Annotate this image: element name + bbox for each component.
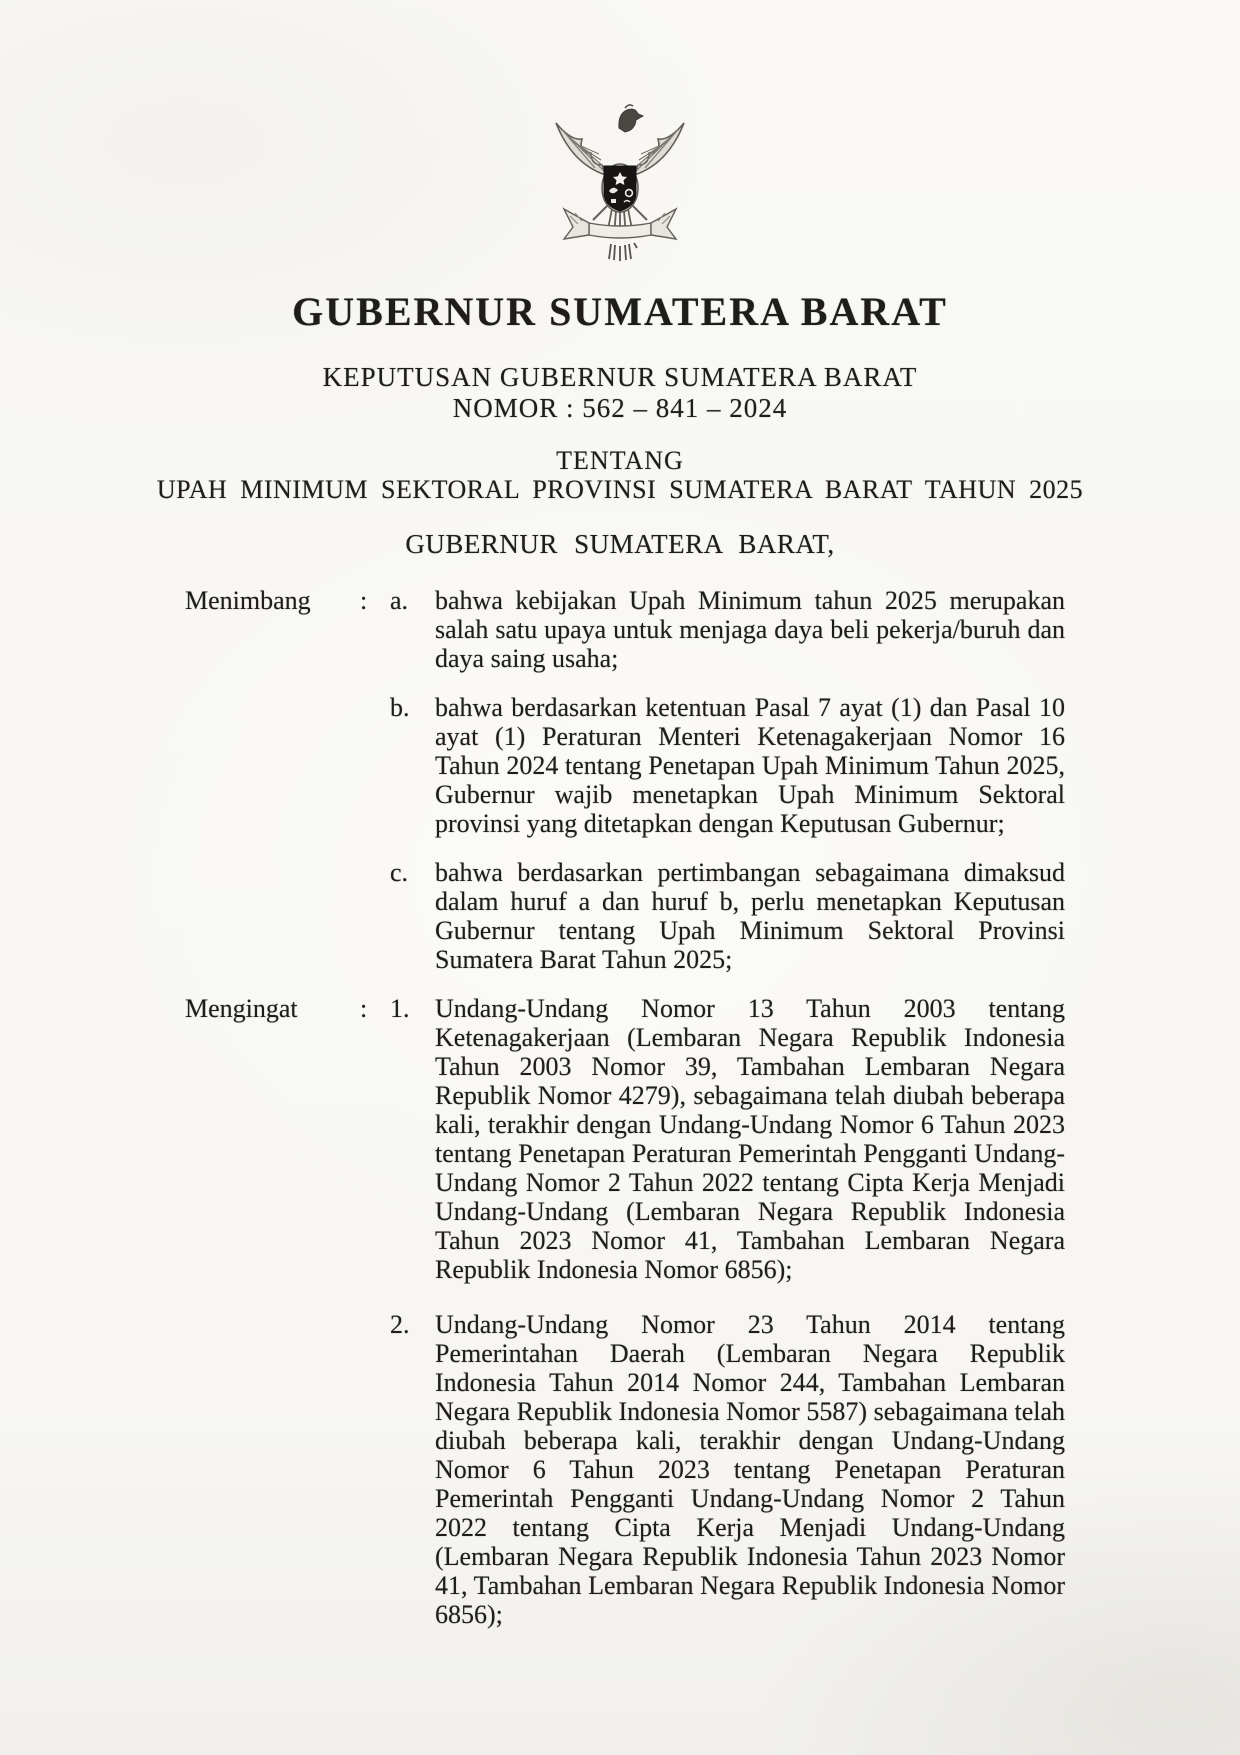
item-text: Undang-Undang Nomor 13 Tahun 2003 tentang Ketenagakerjaan (Lembaran Negara Republik Indonesia Tahun 2003 Nomor 39, Tambahan Lembaran Negara Republik Nomor 4279), sebagaimana telah diubah beberapa kali, terakhir dengan Undang-Undang Nomor 6 Tahun 2023 tentang Penetapan Peraturan Pemerintah Pengganti Undang-Undang Nomor 2 Tahun 2022 tentang Cipta Kerja Menjadi Undang-Undang (Lembaran Negara Republik Indonesia Tahun 2023 Nomor 41, Tambahan Lembaran Negara Republik Indonesia Nomor 6856);	[435, 994, 1065, 1284]
legal-basis-item-1	[390, 994, 1065, 1284]
item-text: bahwa kebijakan Upah Minimum tahun 2025 merupakan salah satu upaya untuk menjaga daya beli pekerja/buruh dan daya saing usaha;	[435, 586, 1065, 673]
about-label: TENTANG	[556, 446, 684, 475]
clause-mengingat	[185, 994, 1065, 1629]
pancasila-shield	[604, 166, 636, 211]
mengingat-colon: :	[360, 994, 368, 1023]
garuda-head	[619, 105, 643, 132]
item-text: bahwa berdasarkan pertimbangan sebagaimana dimaksud dalam huruf a dan huruf b, perlu menetapkan Keputusan Gubernur tentang Upah Minimum Sektoral Provinsi Sumatera Barat Tahun 2025;	[435, 858, 1065, 974]
decree-number: NOMOR : 562 – 841 – 2024	[452, 393, 788, 423]
garuda-pancasila-emblem	[545, 95, 695, 267]
item-marker: a.	[390, 586, 409, 615]
menimbang-colon: :	[360, 586, 368, 615]
clauses-block	[185, 586, 1065, 1629]
legal-basis-item-2	[390, 1310, 1065, 1629]
salutation-line: GUBERNUR SUMATERA BARAT,	[405, 529, 835, 559]
page-title: GUBERNUR SUMATERA BARAT	[292, 289, 948, 334]
item-text: bahwa berdasarkan ketentuan Pasal 7 ayat (1) dan Pasal 10 ayat (1) Peraturan Menteri Ketenagakerjaan Nomor 16 Tahun 2024 tentang Penetapan Upah Minimum Tahun 2025, Gubernur wajib menetapkan Upah Minimum Sektoral provinsi yang ditetapkan dengan Keputusan Gubernur;	[435, 693, 1065, 838]
subject-line: UPAH MINIMUM SEKTORAL PROVINSI SUMATERA BARAT TAHUN 2025	[156, 475, 1084, 504]
item-marker: c.	[390, 858, 409, 887]
clause-menimbang	[185, 586, 1065, 974]
item-marker: 2.	[390, 1310, 410, 1339]
mengingat-label: Mengingat	[185, 994, 298, 1023]
item-text: Undang-Undang Nomor 23 Tahun 2014 tentang Pemerintahan Daerah (Lembaran Negara Republik Indonesia Tahun 2014 Nomor 244, Tambahan Lembaran Negara Republik Indonesia Nomor 5587) sebagaimana telah diubah beberapa kali, terakhir dengan Undang-Undang Nomor 6 Tahun 2023 tentang Penetapan Peraturan Pemerintah Pengganti Undang-Undang Nomor 2 Tahun 2022 tentang Cipta Kerja Menjadi Undang-Undang (Lembaran Negara Republik Indonesia Tahun 2023 Nomor 41, Tambahan Lembaran Negara Republik Indonesia Nomor 6856);	[435, 1310, 1065, 1629]
decree-title: KEPUTUSAN GUBERNUR SUMATERA BARAT	[322, 362, 918, 392]
consideration-item-a	[390, 586, 1065, 673]
menimbang-label: Menimbang	[185, 586, 311, 615]
mengingat-items	[390, 994, 1065, 1629]
consideration-item-b	[390, 693, 1065, 838]
item-marker: 1.	[390, 994, 410, 1023]
bottom-tassel	[609, 243, 637, 261]
item-marker: b.	[390, 693, 410, 722]
consideration-item-c	[390, 858, 1065, 974]
menimbang-items	[390, 586, 1065, 974]
